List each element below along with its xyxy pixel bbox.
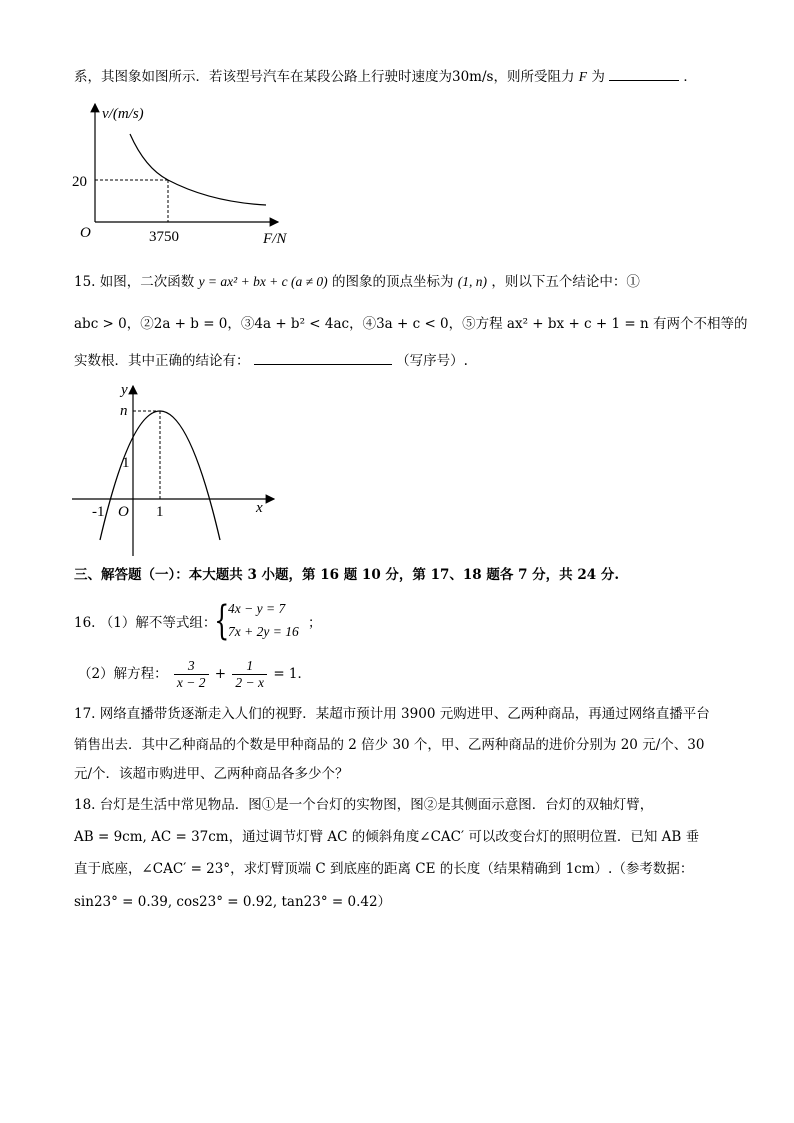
- neg-one-label: -1: [92, 504, 105, 520]
- q18-line1: 18. 台灯是生活中常见物品．图①是一个台灯的实物图，图②是其侧面示意图．台灯的双轴灯臂，: [74, 797, 654, 813]
- parabola-curve: [100, 411, 220, 540]
- fraction-1-numerator: 3: [174, 658, 209, 675]
- fraction-1: [174, 658, 209, 691]
- q16-semicolon: ；: [308, 615, 322, 631]
- intro-text: 系，其图象如图所示．若该型号汽车在某段公路上行驶时速度为30m/s，则所受阻力: [74, 69, 575, 85]
- q15-text-b: 的图象的顶点坐标为: [331, 274, 454, 290]
- inverse-curve: [130, 134, 266, 205]
- q15-line3: [74, 350, 468, 371]
- q17-line3: 元/个．该超市购进甲、乙两种商品各多少个？: [74, 766, 349, 782]
- q18-line4: sin23° = 0.39, cos23° = 0.92, tan23° = 0.42）: [74, 894, 392, 910]
- answer-blank-14[interactable]: [609, 66, 679, 81]
- y-tick-20: 20: [72, 174, 87, 190]
- intro-var: F: [578, 69, 588, 84]
- q15-text-note: （写序号）.: [396, 353, 468, 369]
- q15-conclusions: abc > 0，②2a + b = 0，③4a + b² < 4ac，④3a + c < 0，⑤方程 ax² + bx + c + 1 = n 有两个不相等的: [74, 316, 748, 332]
- system-brace: {: [214, 598, 230, 644]
- intro-line: [74, 66, 697, 87]
- q15-line1: [74, 272, 640, 292]
- q16-part2: [78, 655, 311, 693]
- origin-label: O: [80, 225, 91, 241]
- fraction-2-numerator: 1: [232, 658, 267, 675]
- fraction-1-denominator: x − 2: [176, 675, 206, 690]
- q16-eq2: 7x + 2y = 16: [228, 624, 299, 639]
- equals-one: = 1．: [273, 666, 312, 682]
- q18-line3: 直于底座，∠CAC′ = 23°，求灯臂顶端 C 到底座的距离 CE 的长度（结果精确到 1cm）.（参考数据：: [74, 861, 694, 877]
- q15-line2: [74, 314, 747, 334]
- plus-sign: +: [214, 666, 227, 682]
- q17-line2: 销售出去．其中乙种商品的个数是甲种商品的 2 倍少 30 个，甲、乙两种商品的进价分别为 20 元/个、30: [74, 737, 705, 753]
- y-label: y: [121, 382, 128, 398]
- x-label: x: [256, 500, 263, 516]
- intro-end: ．: [683, 69, 697, 85]
- q17-line1: 17. 网络直播带货逐渐走入人们的视野．某超市预计用 3900 元购进甲、乙两种商品，再通过网络直播平台: [74, 706, 710, 722]
- q15-vertex: (1, n): [457, 274, 488, 289]
- answer-blank-15[interactable]: [254, 350, 392, 365]
- q16-eq1: 4x − y = 7: [228, 601, 286, 616]
- intro-text2: 为: [591, 69, 605, 85]
- x-one-label: 1: [156, 504, 164, 520]
- q18-line2: AB = 9cm, AC = 37cm，通过调节灯臂 AC 的倾斜角度∠CAC′ 可以改变台灯的照明位置．已知 AB 垂: [74, 829, 700, 845]
- one-label: 1: [122, 455, 130, 471]
- n-label: n: [120, 403, 128, 419]
- q15-text-c: ，则以下五个结论中：①: [491, 274, 640, 290]
- q16-label: 16. （1）解不等式组：: [74, 615, 217, 631]
- graph-velocity-force: [70, 98, 290, 248]
- graph-parabola: [66, 380, 286, 560]
- q15-text-answer: 实数根．其中正确的结论有：: [74, 353, 250, 369]
- q16-part2-label: （2）解方程：: [78, 666, 168, 682]
- y-axis-label: v/(m/s): [102, 106, 144, 122]
- fraction-2-denominator: 2 − x: [235, 675, 265, 690]
- x-tick-3750: 3750: [149, 229, 179, 245]
- q15-text-a: 15. 如图，二次函数: [74, 274, 195, 290]
- origin-label: O: [118, 504, 129, 520]
- x-axis-label: F/N: [263, 231, 287, 247]
- fraction-2: [232, 658, 267, 691]
- q15-equation: y = ax² + bx + c (a ≠ 0): [198, 274, 328, 289]
- section3-title: 三、解答题（一）：本大题共 3 小题，第 16 题 10 分，第 17、18 题各 7 分，共 24 分.: [74, 567, 620, 583]
